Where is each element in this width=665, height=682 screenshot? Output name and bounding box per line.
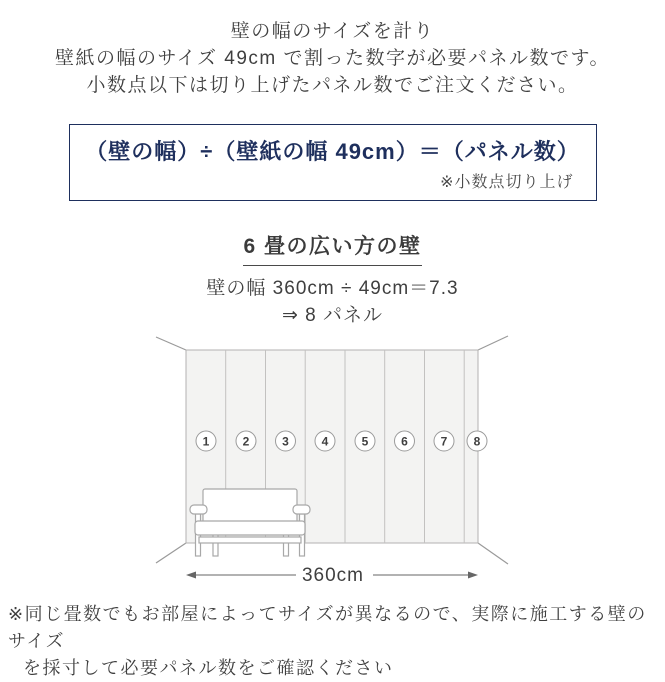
sofa-icon [190,489,310,556]
dimension-arrow-right-icon [468,572,478,579]
formula-text: （壁の幅）÷（壁紙の幅 49cm）＝（パネル数） [85,139,580,164]
panel-number-badge [276,431,296,451]
example-heading-wrap [0,230,665,266]
svg-text:5: 5 [361,434,369,449]
intro-line-2: 壁紙の幅のサイズ 49cm で割った数字が必要パネル数です。 [55,48,610,69]
intro-line-1: 壁の幅のサイズを計り [230,21,435,42]
panel-number-badge [467,431,487,451]
formula-box [69,124,597,201]
footnote-line-1: ※同じ畳数でもお部屋によってサイズが異なるので、実際に施工する壁のサイズ [8,604,647,651]
svg-text:3: 3 [282,434,289,449]
example-result: ⇒ 8 パネル [281,305,384,326]
svg-text:1: 1 [202,434,210,449]
panel-number-badge [315,431,335,451]
svg-text:7: 7 [440,434,448,449]
panel-number-badge [236,431,256,451]
example-calculation: 壁の幅 360cm ÷ 49cm＝7.3 [206,278,459,299]
panel-number-badge [196,431,216,451]
svg-text:2: 2 [242,434,250,449]
dimension-label: 360cm [301,565,365,586]
wall-diagram [0,329,665,593]
dimension-arrow-left-icon [186,572,196,579]
footnote [0,601,665,682]
panel-number-badge [355,431,375,451]
svg-text:8: 8 [473,434,481,449]
formula-note: ※小数点切り上げ [440,174,574,191]
svg-text:6: 6 [401,434,408,449]
intro-text [0,0,665,99]
example-heading: 6 畳の広い方の壁 [243,230,421,266]
footnote-line-2: を採寸して必要パネル数をご確認ください [23,658,394,678]
intro-line-3: 小数点以下は切り上げたパネル数でご注文ください。 [86,75,579,96]
panel-number-badge [395,431,415,451]
panel-number-badge [434,431,454,451]
svg-text:4: 4 [321,434,329,449]
